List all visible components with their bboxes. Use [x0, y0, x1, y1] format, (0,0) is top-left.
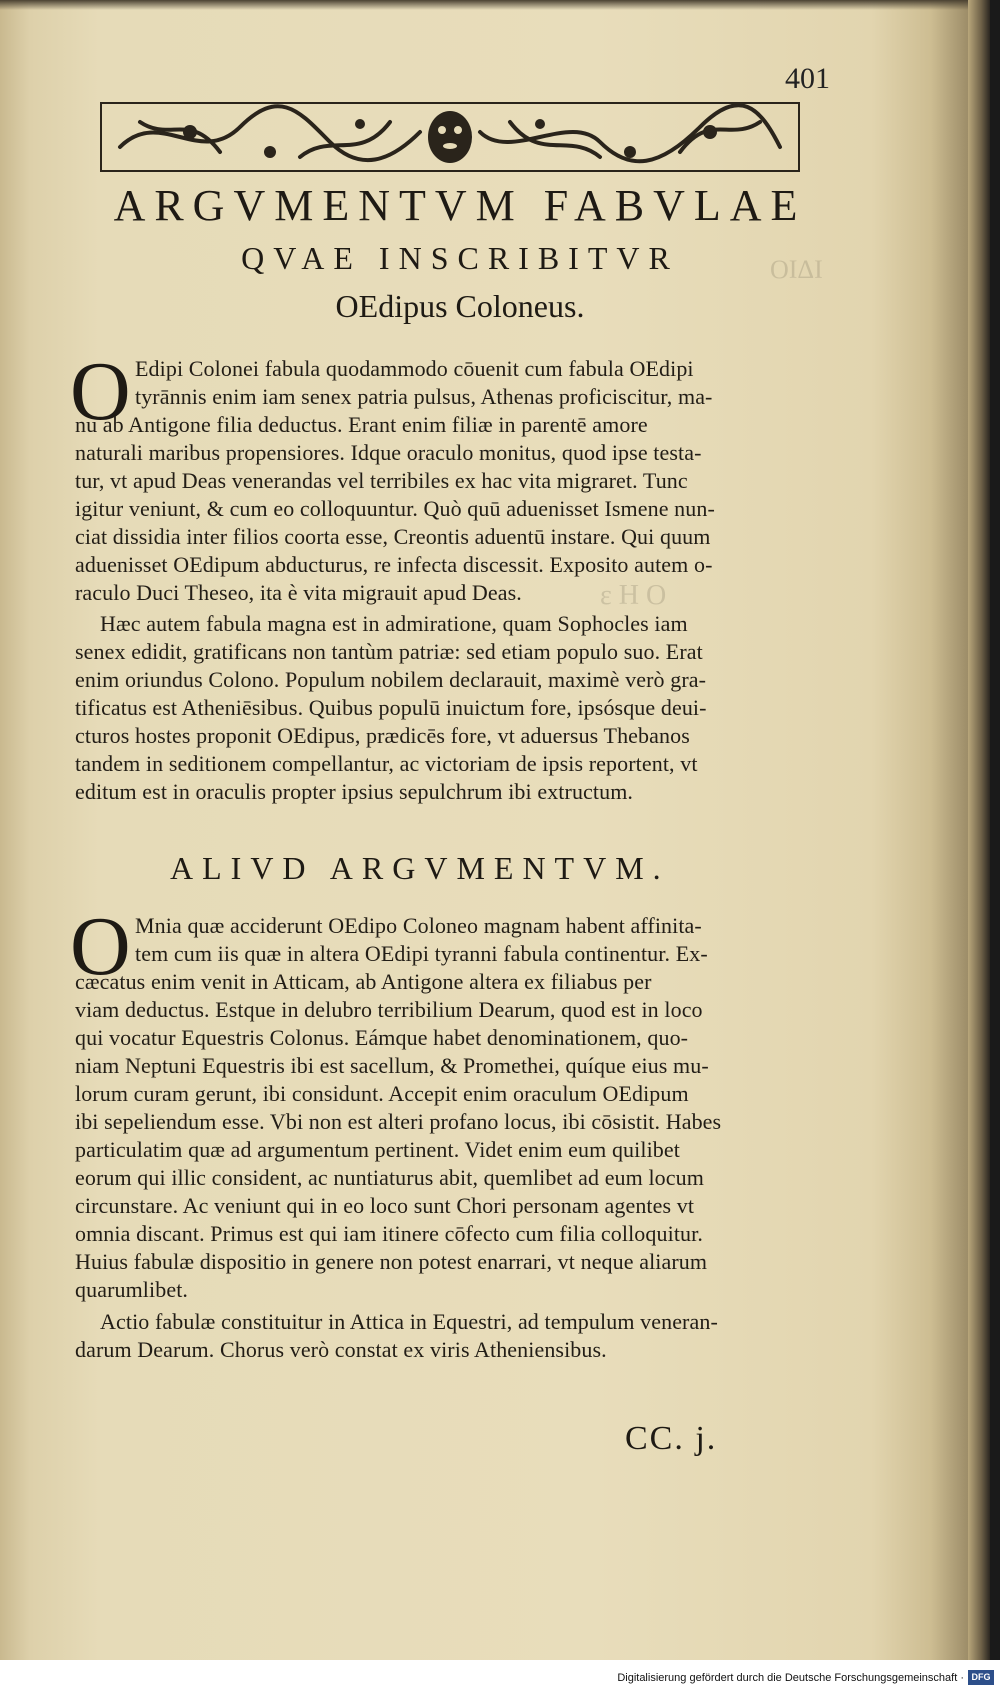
text-line: particulatim quæ ad argumentum pertinent. Videt enim eum quilibet: [75, 1137, 680, 1162]
text-line: ciat dissidia inter filios coorta esse, Creontis aduentū instare. Qui quum: [75, 524, 711, 549]
text-line: eorum qui illic consident, ac nuntiaturus abit, quemlibet ad eum locum: [75, 1165, 704, 1190]
text-line: quarumlibet.: [75, 1277, 189, 1302]
text-line: igitur veniunt, & cum eo colloquuntur. Quò quū aduenisset Ismene nun-: [75, 496, 715, 521]
text-line: Mnia quæ acciderunt OEdipo Coloneo magnam habent affinita-: [135, 913, 702, 938]
page-binding-edge: [968, 0, 990, 1660]
text-line: qui vocatur Equestris Colonus. Eámque habet denominationem, quo-: [75, 1025, 689, 1050]
show-through-mark: ΟΙΔΙ: [770, 255, 823, 284]
text-line: enim oriundus Colono. Populum nobilem declarauit, maximè verò gra-: [75, 667, 707, 692]
dfg-logo: DFG: [968, 1670, 994, 1685]
title-line-3: OEdipus Coloneus.: [335, 288, 585, 324]
title-line-1: ARGVMENTVM FABVLAE: [113, 181, 807, 230]
text-line: cturos hostes proponit OEdipus, prædicēs fore, vt aduersus Thebanos: [75, 723, 690, 748]
text-line: Edipi Colonei fabula quodammodo cōuenit cum fabula OEdipi: [135, 356, 694, 381]
text-line: circunstare. Ac veniunt qui in eo loco sunt Chori personam agentes vt: [75, 1193, 695, 1218]
drop-cap: O: [70, 900, 131, 993]
text-line: darum Dearum. Chorus verò constat ex viris Atheniensibus.: [75, 1337, 607, 1362]
funding-credit: Digitalisierung gefördert durch die Deutsche Forschungsgemeinschaft ·: [617, 1672, 964, 1684]
text-line: Hæc autem fabula magna est in admiratione, quam Sophocles iam: [100, 611, 688, 636]
footer-bar: [0, 1660, 1000, 1704]
text-line: senex edidit, gratificans non tantùm patriæ: sed etiam populo suo. Erat: [75, 639, 703, 664]
show-through-mark: ε Η Ο: [600, 580, 667, 611]
text-line: tem cum iis quæ in altera OEdipi tyranni fabula continentur. Ex-: [135, 941, 708, 966]
page-number: 401: [785, 62, 830, 95]
text-line: ibi sepeliendum esse. Vbi non est alteri profano locus, ibi cōsistit. Habes: [75, 1109, 722, 1134]
text-line: lorum curam gerunt, ibi considunt. Accepit enim oraculum OEdipum: [75, 1081, 689, 1106]
text-line: tandem in seditionem compellantur, ac victoriam de ipsis reportent, vt: [75, 751, 698, 776]
text-line: naturali maribus propensiores. Idque oraculo monitus, quod ipse testa-: [75, 440, 702, 465]
text-line: editum est in oraculis propter ipsius sepulchrum ibi extructum.: [75, 779, 634, 804]
text-line: omnia discant. Primus est qui iam itinere cōfecto cum filia colloquitur.: [75, 1221, 703, 1246]
page-top-shadow: [0, 0, 990, 10]
section-heading: ALIVD ARGVMENTVM.: [170, 850, 670, 886]
text-line: viam deductus. Estque in delubro terribilium Dearum, quod est in loco: [75, 997, 703, 1022]
text-line: raculo Duci Theseo, ita è vita migrauit apud Deas.: [75, 580, 522, 605]
text-line: tificatus est Atheniēsibus. Quibus populū inuictum fore, ipsósque deui-: [75, 695, 707, 720]
text-line: Actio fabulæ constituitur in Attica in Equestri, ad tempulum veneran-: [100, 1309, 718, 1334]
text-line: nu ab Antigone filia deductus. Erant enim filiæ in parentē amore: [75, 412, 648, 437]
signature-mark: CC. j.: [625, 1420, 718, 1457]
text-line: aduenisset OEdipum abducturus, re infecta discessit. Exposito autem o-: [75, 552, 713, 577]
drop-cap: O: [70, 345, 131, 438]
text-line: tur, vt apud Deas venerandas vel terribiles ex hac vita migraret. Tunc: [75, 468, 688, 493]
text-line: niam Neptuni Equestris ibi est sacellum, & Promethei, quíque eius mu-: [75, 1053, 709, 1078]
text-line: Huius fabulæ dispositio in genere non potest enarrari, vt neque aliarum: [75, 1249, 708, 1274]
ornamental-headpiece: [100, 102, 800, 172]
text-line: cæcatus enim venit in Atticam, ab Antigone altera ex filiabus per: [75, 969, 652, 994]
title-line-2: QVAE INSCRIBITVR: [241, 240, 679, 276]
text-line: tyrānnis enim iam senex patria pulsus, Athenas proficiscitur, ma-: [135, 384, 713, 409]
